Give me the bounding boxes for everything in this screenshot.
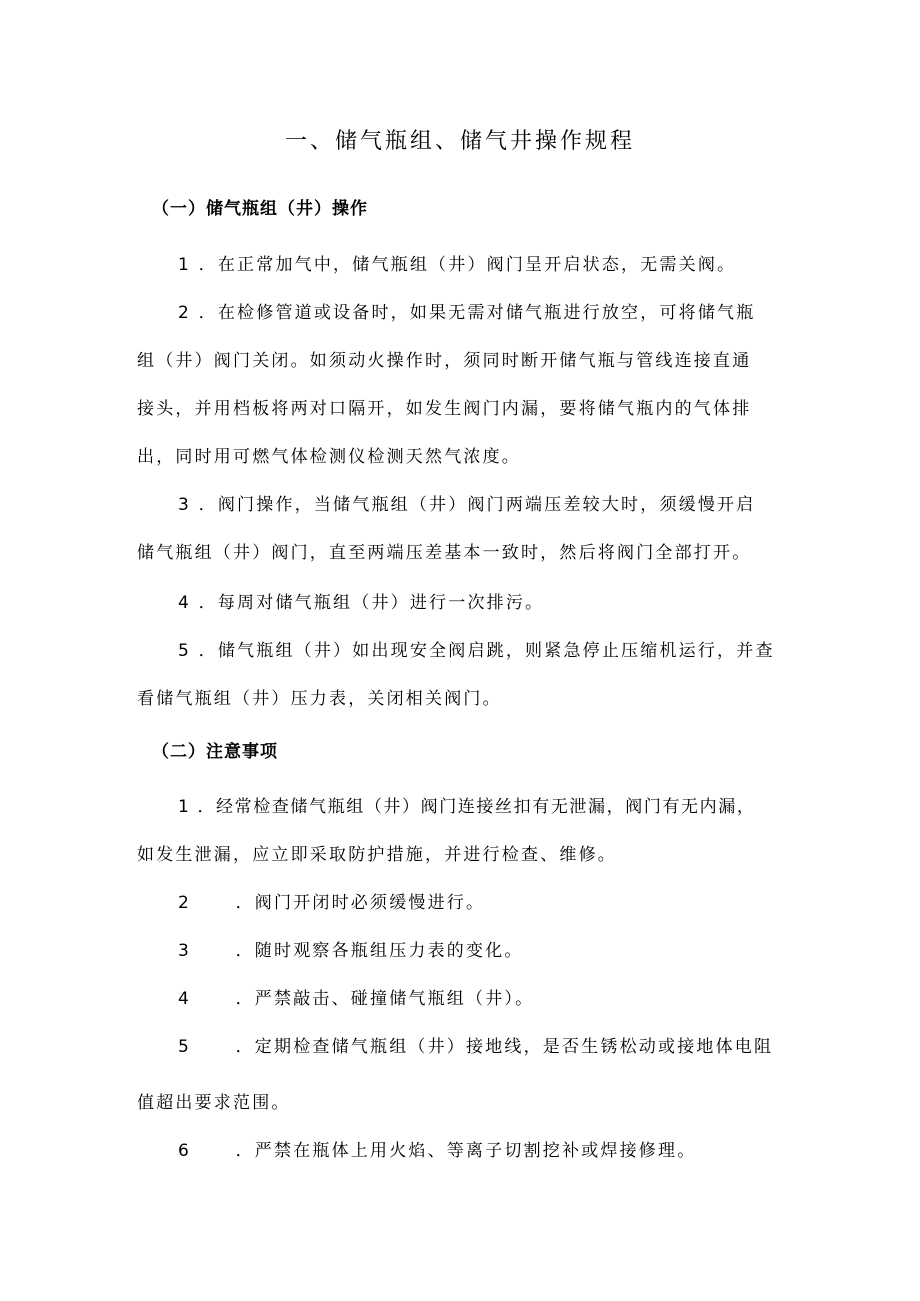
- list-item: [178, 987, 534, 1011]
- item-text: ．每周对储气瓶组（井）进行一次排污。: [198, 593, 545, 613]
- page-title: 一、储气瓶组、储气井操作规程: [284, 129, 635, 154]
- item-number: 4: [178, 989, 192, 1009]
- list-item: [178, 795, 755, 819]
- item-text: ．在检修管道或设备时，如果无需对储气瓶进行放空，可将储气瓶: [198, 303, 756, 323]
- item-number: 2: [178, 303, 192, 323]
- item-text: ．经常检查储气瓶组（井）阀门连接丝扣有无泄漏，阀门有无内漏，: [197, 797, 756, 817]
- list-item: [178, 591, 544, 615]
- item-number: 1: [178, 797, 191, 817]
- section-heading-notes: （二）注意事项: [152, 742, 278, 762]
- item-text: ．严禁敲击、碰撞储气瓶组（井）。: [235, 989, 535, 1009]
- item-continuation: 看储气瓶组（井）压力表，关闭相关阀门。: [137, 689, 502, 709]
- item-number: 2: [178, 893, 192, 913]
- list-item: [178, 301, 755, 325]
- item-number: 3: [178, 495, 192, 515]
- item-number: 5: [178, 1037, 192, 1057]
- section-heading-operation: （一）储气瓶组（井）操作: [152, 199, 368, 219]
- item-number: 6: [178, 1141, 192, 1161]
- list-item: [178, 891, 485, 915]
- item-continuation: 如发生泄漏，应立即采取防护措施，并进行检查、维修。: [137, 845, 617, 865]
- item-continuation: 值超出要求范围。: [137, 1093, 291, 1113]
- item-number: 3: [178, 941, 192, 961]
- item-number: 4: [178, 593, 192, 613]
- item-text: ．严禁在瓶体上用火焰、等离子切割挖补或焊接修理。: [235, 1141, 697, 1161]
- item-text: ．阀门操作，当储气瓶组（井）阀门两端压差较大时，须缓慢开启: [198, 495, 756, 515]
- item-continuation: 组（井）阀门关闭。如须动火操作时，须同时断开储气瓶与管线连接直通: [137, 351, 752, 371]
- item-continuation: 储气瓶组（井）阀门，直至两端压差基本一致时，然后将阀门全部打开。: [137, 543, 752, 563]
- item-text: ．随时观察各瓶组压力表的变化。: [235, 941, 524, 961]
- item-text: ．定期检查储气瓶组（井）接地线，是否生锈松动或接地体电阻: [235, 1037, 774, 1057]
- list-item: [178, 639, 775, 663]
- item-text: ．在正常加气中，储气瓶组（井）阀门呈开启状态，无需关阀。: [198, 255, 737, 275]
- list-item: [178, 493, 755, 517]
- item-text: ．阀门开闭时必须缓慢进行。: [235, 893, 486, 913]
- item-number: 5: [178, 641, 192, 661]
- item-continuation: 接头，并用档板将两对口隔开，如发生阀门内漏，要将储气瓶内的气体排: [137, 399, 752, 419]
- list-item: [178, 253, 736, 277]
- list-item: [178, 1035, 773, 1059]
- list-item: [178, 1139, 696, 1163]
- item-continuation: 出，同时用可燃气体检测仪检测天然气浓度。: [137, 447, 521, 467]
- list-item: [178, 939, 524, 963]
- item-number: 1: [178, 255, 192, 275]
- item-text: ．储气瓶组（井）如出现安全阀启跳，则紧急停止压缩机运行，并查: [198, 641, 775, 661]
